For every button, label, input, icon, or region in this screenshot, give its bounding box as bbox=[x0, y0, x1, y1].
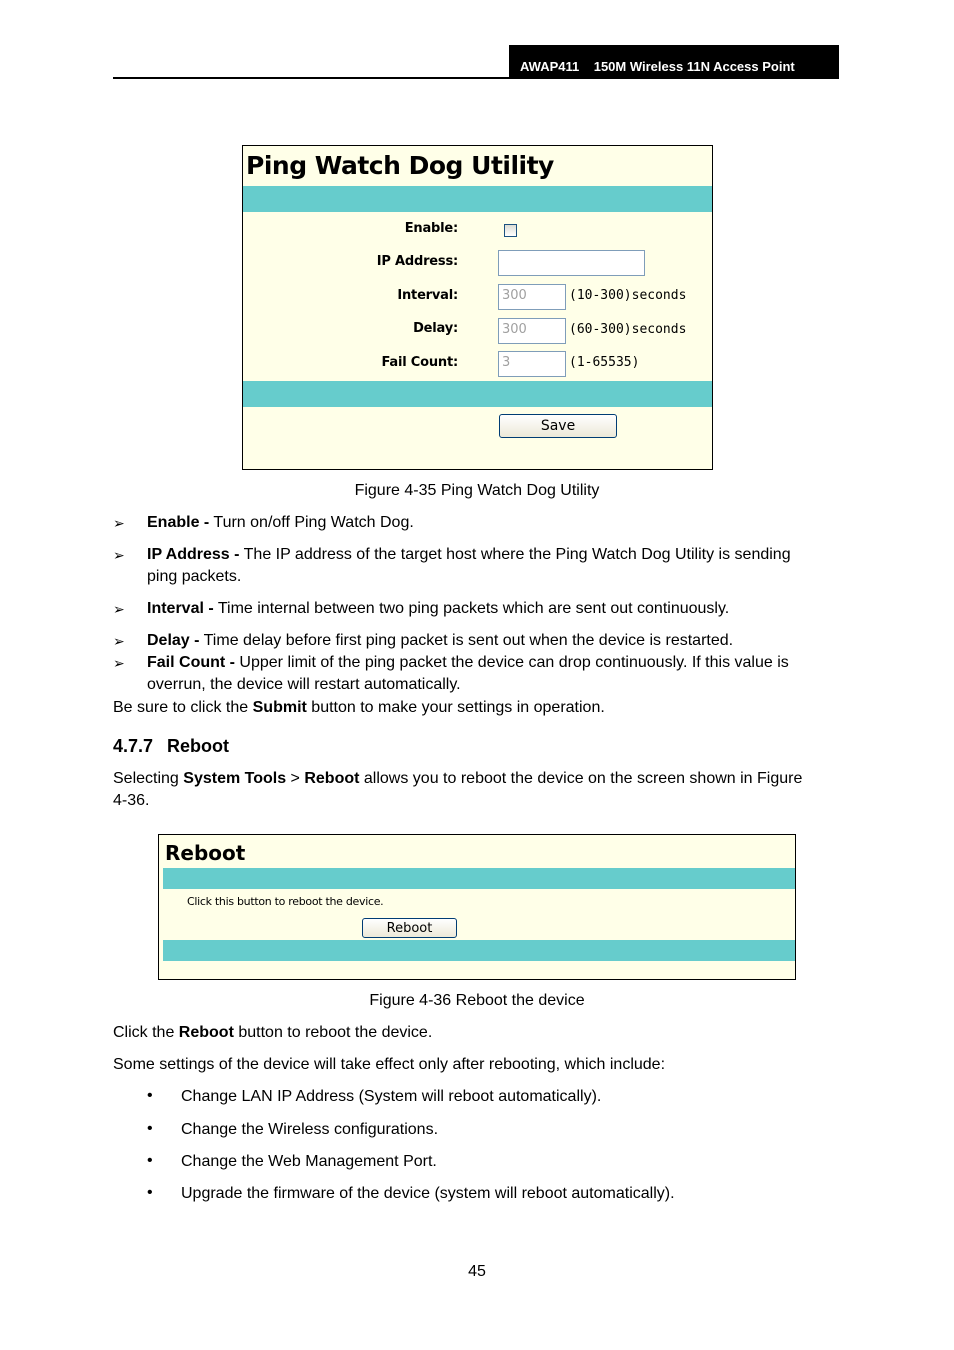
labels-column bbox=[243, 146, 458, 471]
delay-label: Delay: bbox=[413, 321, 458, 336]
fail-count-hint: (1-65535) bbox=[569, 355, 640, 370]
list-item: Fail Count - Upper limit of the ping packet the device can drop continuously. If this value is overrun, the device will restart automatically. bbox=[147, 654, 789, 693]
list-item: Enable - Turn on/off Ping Watch Dog. bbox=[147, 514, 414, 531]
reboot-panel-title: Reboot bbox=[165, 841, 246, 865]
ping-panel-title: Ping Watch Dog Utility bbox=[246, 151, 554, 180]
submit-note: Be sure to click the Submit button to make your settings in operation. bbox=[113, 699, 605, 716]
enable-checkbox[interactable] bbox=[504, 224, 517, 237]
header-product: 150M Wireless 11N Access Point bbox=[593, 59, 795, 74]
list-item: IP Address - The IP address of the target host where the Ping Watch Dog Utility is sending ping packets. bbox=[147, 546, 791, 585]
header-model: AWAP411 bbox=[520, 59, 580, 74]
section-heading bbox=[113, 736, 229, 757]
delay-input[interactable]: 300 bbox=[498, 318, 566, 344]
page-number: 45 bbox=[468, 1263, 486, 1280]
bullet-dot: • bbox=[147, 1087, 153, 1104]
teal-bar-bottom bbox=[243, 381, 712, 407]
save-button[interactable]: Save bbox=[499, 414, 617, 438]
list-item: Upgrade the firmware of the device (system will reboot automatically). bbox=[181, 1185, 675, 1202]
section-intro: Selecting System Tools > Reboot allows you to reboot the device on the screen shown in Figure 4-36. bbox=[113, 770, 803, 809]
list-item: Interval - Time internal between two ping packets which are sent out continuously. bbox=[147, 600, 730, 617]
header-rule bbox=[113, 77, 839, 79]
section-title: Reboot bbox=[167, 736, 230, 756]
interval-input[interactable]: 300 bbox=[498, 284, 566, 310]
bullet-dot: • bbox=[147, 1120, 153, 1137]
figure-35-caption: Figure 4-35 Ping Watch Dog Utility bbox=[354, 482, 600, 499]
reboot-hint: Click this button to reboot the device. bbox=[187, 895, 384, 908]
arrow-bullet: ➢ bbox=[113, 515, 125, 531]
bullet-dot: • bbox=[147, 1152, 153, 1169]
arrow-bullet: ➢ bbox=[113, 601, 125, 617]
fail-count-label: Fail Count: bbox=[381, 355, 458, 370]
list-item: Change the Wireless configurations. bbox=[181, 1121, 439, 1138]
ping-watchdog-panel bbox=[242, 145, 713, 470]
interval-label: Interval: bbox=[397, 288, 458, 303]
arrow-bullet: ➢ bbox=[113, 655, 125, 671]
click-note: Click the Reboot button to reboot the device. bbox=[113, 1024, 433, 1041]
header-banner bbox=[509, 45, 839, 79]
ip-address-input[interactable] bbox=[498, 250, 645, 276]
teal-bar-top bbox=[163, 868, 795, 889]
list-item: Change LAN IP Address (System will reboot automatically). bbox=[181, 1088, 602, 1105]
enable-label: Enable: bbox=[404, 221, 458, 236]
reboot-panel bbox=[158, 834, 796, 980]
fail-count-input[interactable]: 3 bbox=[498, 351, 566, 377]
settings-intro: Some settings of the device will take effect only after rebooting, which include: bbox=[113, 1056, 666, 1073]
teal-bar-bottom bbox=[163, 940, 795, 961]
arrow-bullet: ➢ bbox=[113, 547, 125, 563]
arrow-bullet: ➢ bbox=[113, 633, 125, 649]
list-item: Delay - Time delay before first ping packet is sent out when the device is restarted. bbox=[147, 632, 734, 649]
section-number: 4.7.7 bbox=[113, 736, 154, 756]
figure-36-caption: Figure 4-36 Reboot the device bbox=[369, 992, 585, 1009]
bullet-dot: • bbox=[147, 1184, 153, 1201]
list-item: Change the Web Management Port. bbox=[181, 1153, 437, 1170]
delay-hint: (60-300)seconds bbox=[569, 322, 687, 337]
interval-hint: (10-300)seconds bbox=[569, 288, 687, 303]
ip-address-label: IP Address: bbox=[376, 254, 458, 269]
reboot-button[interactable]: Reboot bbox=[362, 918, 457, 938]
